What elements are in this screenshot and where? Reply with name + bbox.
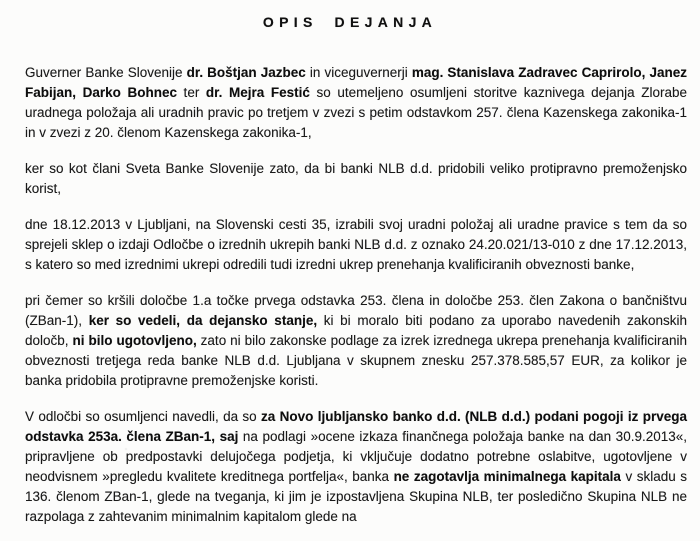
text-run: za Novo ljubljansko banko d.d. (NLB d.d.) podani pogoji iz prvega odstavka 253a. člena ZBan-1, saj	[25, 409, 687, 444]
text-run: dne 18.12.2013 v Ljubljani, na Slovenski cesti 35, izrabili svoj uradni položaj ali uradne pravice s tem da so sprejeli sklep o izdaji Odločbe o izrednih ukrepih banki NLB d.d. z oznako 24.20.021/13-010 z dne 17.12.2013, s katero so med izrednimi ukrepi odredili tudi izredni ukrep prenehanja kvalificiranih obveznosti banke,	[25, 217, 687, 272]
text-run: V odločbi so osumljenci navedli, da so	[25, 409, 262, 424]
paragraph	[25, 291, 687, 391]
document-body	[25, 63, 687, 527]
text-run: ni bilo ugotovljeno,	[72, 333, 197, 348]
text-run: dr. Mejra Festić	[205, 85, 310, 100]
text-run: dr. Boštjan Jazbec	[186, 65, 306, 80]
text-run: pri čemer so kršili določbe 1.a točke prvega odstavka 253. člena in določbe 253. člen Zakona o bančništvu (ZBan-1),	[25, 293, 687, 328]
paragraph	[25, 63, 687, 143]
text-run: in viceguvernerji	[305, 65, 412, 80]
text-run: mag. Stanislava Zadravec Caprirolo, Janez Fabijan, Darko Bohnec	[25, 65, 687, 100]
text-run: na podlagi »ocene izkaza finančnega položaja banke na dan 30.9.2013«, pripravljene ob predpostavki delujočega podjetja, ki vključuje dodatno potrebne oslabitve, ugotovljene v neodvisnem »pregledu kvalitete kreditnega portfelja«, banka	[25, 429, 688, 484]
text-run: Guverner Banke Slovenije	[25, 65, 187, 80]
text-run: ker so kot člani Sveta Banke Slovenije zato, da bi banki NLB d.d. pridobili veliko protipravno premoženjsko korist,	[25, 161, 687, 196]
text-run: ker so vedeli, da dejansko stanje,	[88, 313, 318, 328]
text-run: zato ni bilo zakonske podlage za izrek izrednega ukrepa prenehanja kvalificiranih obveznosti tretjega reda banke NLB d.d. Ljubljana v skupnem znesku 257.378.585,57 EUR, za kolikor je banka pridobila protipravne premoženjske koristi.	[25, 333, 687, 388]
text-run: ter	[176, 85, 206, 100]
text-run: so utemeljeno osumljeni storitve kaznivega dejanja Zlorabe uradnega položaja ali uradnih pravic po tretjem v zvezi s petim odstavkom 257. člena Kazenskega zakonika-1 in v zvezi z 20. členom Kazenskega zakonika-1,	[25, 85, 688, 140]
paragraph	[25, 215, 687, 275]
paragraph	[25, 407, 687, 527]
paragraph	[25, 159, 687, 199]
text-run: v skladu s 136. členom ZBan-1, glede na tveganja, ki jim je izpostavljena Skupina NLB, ter posledično Skupina NLB ne razpolaga z zahtevanim minimalnim kapitalom glede na	[25, 469, 687, 524]
text-run: ki bi moralo biti podano za uporabo navedenih zakonskih določb,	[25, 313, 688, 348]
text-run: ne zagotavlja minimalnega kapitala	[393, 469, 621, 484]
document-title: OPIS DEJANJA	[262, 14, 438, 30]
